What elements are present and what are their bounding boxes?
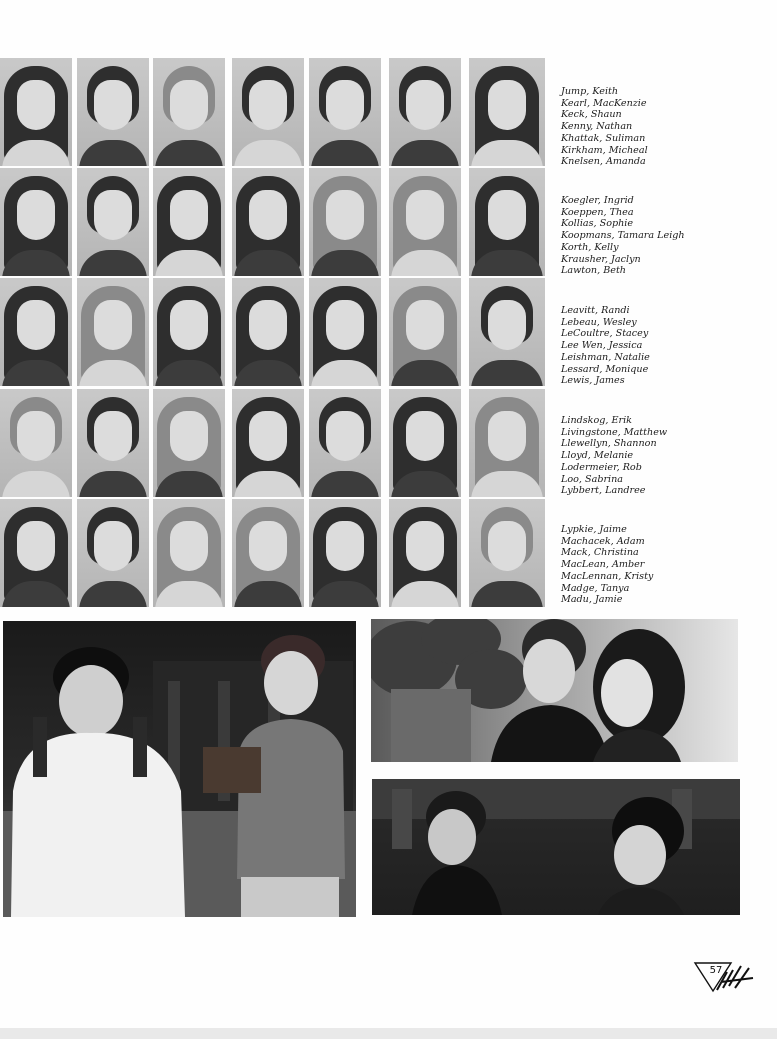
portrait-shoulders: [311, 471, 379, 497]
name-list-row-1: [561, 86, 771, 168]
student-name: Madu, Jamie: [561, 594, 623, 606]
student-portrait: [0, 278, 72, 386]
portrait-face: [406, 300, 444, 350]
name-list-row-3: [561, 305, 771, 387]
portrait-face: [17, 300, 55, 350]
student-name: Lybbert, Landree: [561, 485, 646, 497]
student-portrait: [153, 499, 225, 607]
student-portrait: [469, 278, 545, 386]
portrait-face: [488, 190, 526, 240]
candid-photo-gym: [3, 621, 356, 917]
portrait-face: [326, 521, 364, 571]
student-portrait: [0, 499, 72, 607]
student-portrait: [469, 389, 545, 497]
student-portrait: [0, 168, 72, 276]
student-portrait: [309, 499, 381, 607]
portrait-face: [249, 411, 287, 461]
portrait-face: [326, 300, 364, 350]
portrait-face: [94, 190, 132, 240]
portrait-face: [170, 190, 208, 240]
student-name: Lindskog, Erik: [561, 415, 632, 426]
portrait-face: [94, 300, 132, 350]
student-portrait: [469, 499, 545, 607]
page-number: 57: [709, 965, 723, 976]
student-name: Leishman, Natalie: [561, 351, 650, 363]
student-name: Kollias, Sophie: [561, 218, 634, 230]
portrait-face: [488, 521, 526, 571]
student-portrait: [232, 278, 304, 386]
student-name: Lloyd, Melanie: [561, 450, 634, 462]
candid-photo-gym-art: [3, 621, 356, 917]
portrait-shoulders: [2, 471, 70, 497]
portrait-shoulders: [79, 140, 147, 166]
student-name: Lessard, Monique: [561, 363, 649, 375]
student-name: Lewis, James: [561, 375, 625, 387]
student-name: Korth, Kelly: [561, 241, 619, 253]
portrait-face: [249, 300, 287, 350]
candid-photo-hallway: [372, 779, 740, 915]
student-portrait: [153, 278, 225, 386]
student-name: Leavitt, Randi: [561, 305, 630, 316]
portrait-face: [326, 190, 364, 240]
candid-photo-plant-art: [371, 619, 738, 762]
portrait-face: [170, 411, 208, 461]
student-name: Koegler, Ingrid: [561, 195, 634, 206]
student-name: Loo, Sabrina: [561, 473, 624, 485]
student-name: Lebeau, Wesley: [561, 316, 637, 328]
student-portrait: [232, 389, 304, 497]
portrait-shoulders: [79, 250, 147, 276]
student-portrait: [309, 58, 381, 166]
portrait-face: [249, 521, 287, 571]
student-portrait: [469, 168, 545, 276]
student-portrait: [232, 499, 304, 607]
student-name: Llewellyn, Shannon: [561, 438, 657, 450]
candid-photo-plant: [371, 619, 738, 762]
portrait-shoulders: [311, 140, 379, 166]
portrait-face: [488, 80, 526, 130]
student-portrait: [77, 389, 149, 497]
portrait-face: [170, 80, 208, 130]
student-portrait: [77, 278, 149, 386]
student-name: Koeppen, Thea: [561, 206, 634, 218]
portrait-face: [406, 190, 444, 240]
student-portrait: [469, 58, 545, 166]
student-portrait: [77, 499, 149, 607]
portrait-face: [406, 521, 444, 571]
student-portrait: [389, 58, 461, 166]
portrait-face: [326, 80, 364, 130]
student-name: Koopmans, Tamara Leigh: [561, 230, 685, 242]
student-name: Lee Wen, Jessica: [561, 340, 643, 352]
student-name: Livingstone, Matthew: [561, 426, 668, 438]
portrait-face: [249, 80, 287, 130]
student-portrait: [77, 58, 149, 166]
student-portrait: [309, 168, 381, 276]
student-name: LeCoultre, Stacey: [561, 328, 649, 340]
portrait-face: [94, 411, 132, 461]
candid-photo-hallway-art: [372, 779, 740, 915]
student-portrait: [0, 58, 72, 166]
portrait-face: [170, 300, 208, 350]
student-portrait: [0, 389, 72, 497]
student-portrait: [232, 168, 304, 276]
student-name: Krausher, Jaclyn: [561, 253, 641, 265]
student-name: Madge, Tanya: [561, 582, 630, 594]
student-name: Keck, Shaun: [561, 109, 622, 121]
student-portrait: [389, 389, 461, 497]
student-name: Knelsen, Amanda: [561, 156, 646, 168]
student-name: Mack, Christina: [561, 547, 639, 559]
student-name: Lawton, Beth: [561, 265, 626, 277]
portrait-shoulders: [234, 140, 302, 166]
portrait-face: [406, 411, 444, 461]
portrait-face: [488, 300, 526, 350]
name-list-row-5: [561, 524, 771, 606]
page-number-emblem: [693, 958, 765, 998]
student-portrait: [389, 499, 461, 607]
student-name: Jump, Keith: [561, 86, 619, 97]
portrait-shoulders: [471, 360, 543, 386]
student-name: Lodermeier, Rob: [561, 461, 642, 473]
student-portrait: [309, 278, 381, 386]
portrait-face: [17, 190, 55, 240]
student-portrait: [153, 389, 225, 497]
name-list-row-4: [561, 415, 771, 497]
student-name: Lypkie, Jaime: [561, 524, 627, 535]
portrait-face: [249, 190, 287, 240]
portrait-face: [94, 521, 132, 571]
portrait-face: [170, 521, 208, 571]
student-name: Kenny, Nathan: [561, 121, 633, 133]
portrait-shoulders: [79, 581, 147, 607]
portrait-face: [17, 80, 55, 130]
page-edge-shadow: [0, 1028, 777, 1039]
name-list-row-2: [561, 195, 771, 277]
portrait-face: [488, 411, 526, 461]
portrait-shoulders: [79, 471, 147, 497]
student-portrait: [389, 168, 461, 276]
student-portrait: [389, 278, 461, 386]
student-portrait: [77, 168, 149, 276]
student-name: Khattak, Suliman: [561, 132, 646, 144]
student-portrait: [153, 168, 225, 276]
portrait-shoulders: [155, 140, 223, 166]
student-name: Machacek, Adam: [561, 535, 645, 547]
student-portrait: [153, 58, 225, 166]
portrait-shoulders: [471, 581, 543, 607]
portrait-face: [17, 411, 55, 461]
portrait-face: [326, 411, 364, 461]
student-portrait: [309, 389, 381, 497]
portrait-face: [17, 521, 55, 571]
portrait-face: [94, 80, 132, 130]
student-name: MacLennan, Kristy: [561, 570, 654, 582]
student-name: Kearl, MacKenzie: [561, 97, 647, 109]
student-name: MacLean, Amber: [561, 559, 645, 571]
student-portrait: [232, 58, 304, 166]
portrait-shoulders: [391, 140, 459, 166]
student-name: Kirkham, Micheal: [561, 144, 648, 156]
portrait-face: [406, 80, 444, 130]
